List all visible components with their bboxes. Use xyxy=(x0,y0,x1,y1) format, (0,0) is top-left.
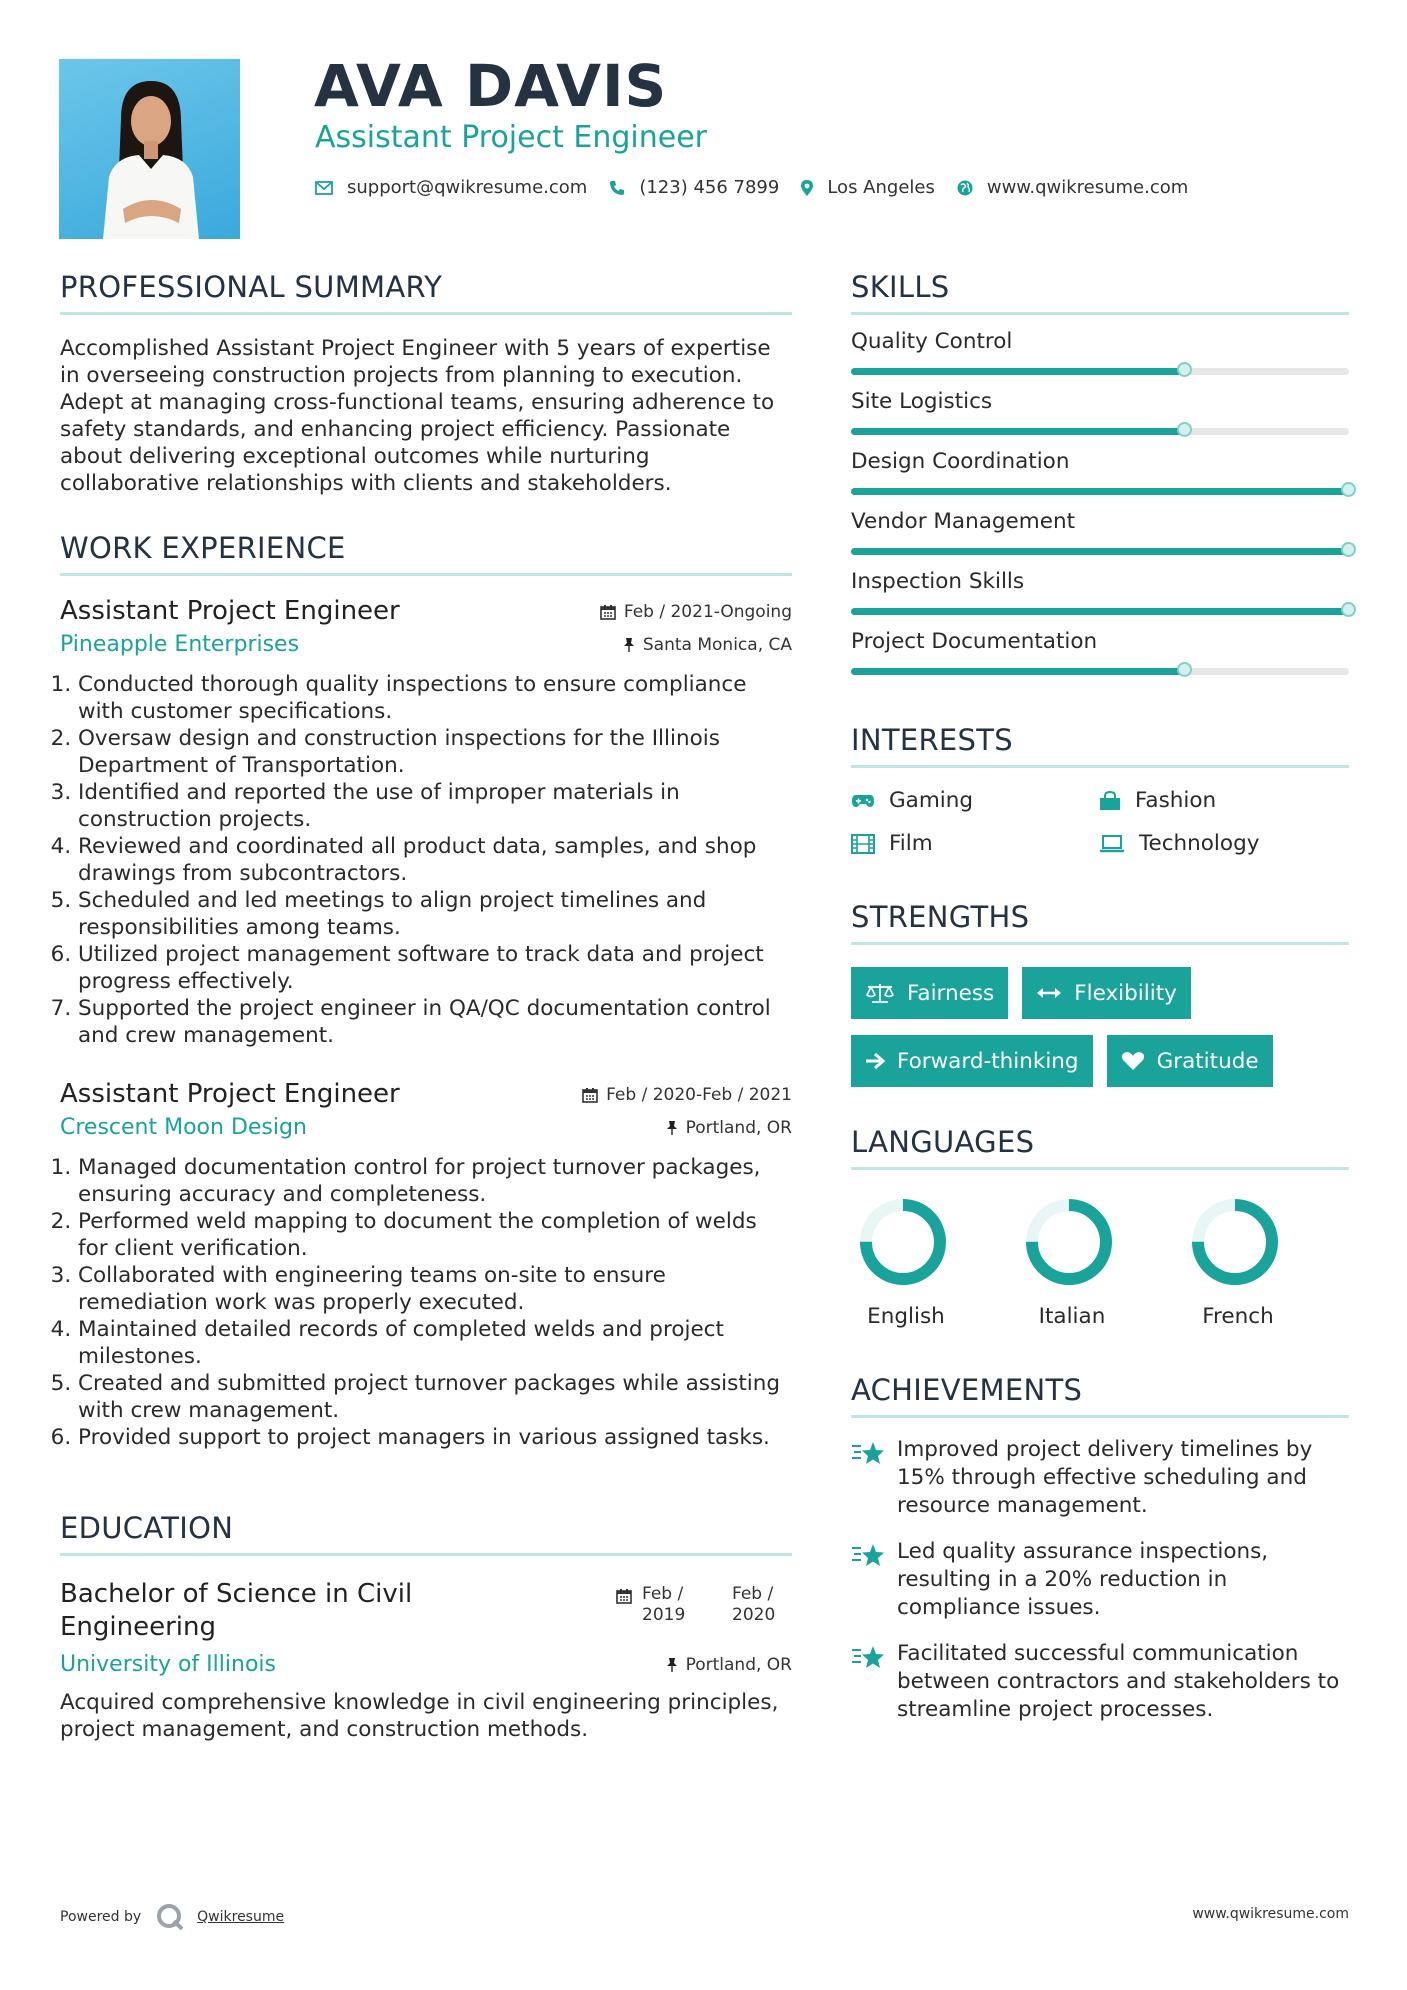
education-entry xyxy=(60,1578,792,1644)
right-column xyxy=(851,270,1349,1724)
map-marker-icon xyxy=(801,180,813,196)
skill-label: Inspection Skills xyxy=(851,569,1025,594)
strength-label: Flexibility xyxy=(1074,980,1177,1006)
job-dates-text: Feb / 2021-Ongoing xyxy=(623,602,792,622)
skill-bar xyxy=(851,428,1349,435)
language-label: English xyxy=(867,1304,945,1329)
achievements-list xyxy=(851,1436,1349,1724)
languages-list xyxy=(851,1196,1349,1329)
strength-chip xyxy=(1107,1035,1273,1087)
job-bullet: 2. Performed weld mapping to document the completion of welds for client verification. xyxy=(78,1208,792,1262)
job-entry xyxy=(60,596,792,1049)
job-dates-text: Feb / 2020-Feb / 2021 xyxy=(606,1085,792,1105)
degree-title: Bachelor of Science in Civil Engineering xyxy=(60,1579,413,1642)
email-text: support@qwikresume.com xyxy=(347,177,588,198)
gamepad-icon xyxy=(851,793,875,809)
language-label: Italian xyxy=(1038,1304,1106,1329)
skill-bar xyxy=(851,488,1349,495)
job-title: Assistant Project Engineer xyxy=(60,596,400,626)
strength-chip xyxy=(1022,967,1191,1019)
pushpin-icon xyxy=(623,637,635,653)
language-label: French xyxy=(1202,1304,1274,1329)
skill-bar-fill xyxy=(851,488,1349,495)
contact-phone[interactable] xyxy=(609,177,779,198)
contact-location xyxy=(801,177,935,198)
skill-bar-knob xyxy=(1177,362,1192,377)
strengths-list xyxy=(851,967,1349,1103)
language-level-ring xyxy=(1023,1196,1115,1288)
balance-scale-icon xyxy=(865,982,895,1004)
skill-label: Quality Control xyxy=(851,329,1013,354)
globe-icon xyxy=(957,180,973,196)
pushpin-icon xyxy=(666,1657,678,1673)
job-entry xyxy=(60,1079,792,1451)
summary-heading: PROFESSIONAL SUMMARY xyxy=(60,270,792,315)
candidate-role: Assistant Project Engineer xyxy=(315,120,707,155)
skill-item xyxy=(851,509,1349,555)
language-level-ring xyxy=(1189,1196,1281,1288)
phone-icon xyxy=(609,180,625,196)
skill-label: Design Coordination xyxy=(851,449,1070,474)
language-item xyxy=(1017,1196,1183,1329)
education-heading: EDUCATION xyxy=(60,1511,792,1556)
job-bullet: 4. Maintained detailed records of completed welds and project milestones. xyxy=(78,1316,792,1370)
job-dates xyxy=(582,1085,792,1105)
job-bullet: 5. Created and submitted project turnover packages while assisting with crew management. xyxy=(78,1370,792,1424)
education-start: Feb / 2019 xyxy=(642,1584,686,1625)
achievement-item xyxy=(851,1538,1349,1622)
interest-label: Gaming xyxy=(889,788,974,813)
skill-bar xyxy=(851,368,1349,375)
skill-bar-knob xyxy=(1177,662,1192,677)
calendar-icon xyxy=(600,604,616,620)
arrows-horizontal-icon xyxy=(1036,986,1062,1000)
shooting-star-icon xyxy=(851,1542,885,1568)
skill-item xyxy=(851,569,1349,615)
education-end: Feb / 2020 xyxy=(732,1584,776,1625)
envelope-icon xyxy=(315,181,333,195)
language-level-ring xyxy=(857,1196,949,1288)
contact-website[interactable] xyxy=(957,177,1188,198)
achievement-text: Improved project delivery timelines by 15% through effective scheduling and resource management. xyxy=(897,1437,1313,1518)
skill-item xyxy=(851,389,1349,435)
interest-item xyxy=(851,831,1099,856)
languages-heading: LANGUAGES xyxy=(851,1125,1349,1170)
job-bullet: 6. Utilized project management software to track data and project progress effectively. xyxy=(78,941,792,995)
language-item xyxy=(851,1196,1017,1329)
job-location xyxy=(623,635,792,655)
job-bullet: 5. Scheduled and led meetings to align project timelines and responsibilities among teams. xyxy=(78,887,792,941)
interests-list xyxy=(851,788,1349,856)
skill-bar-knob xyxy=(1177,422,1192,437)
interest-label: Fashion xyxy=(1135,788,1217,813)
skill-item xyxy=(851,449,1349,495)
achievement-text: Led quality assurance inspections, resulting in a 20% reduction in compliance issues. xyxy=(897,1539,1269,1620)
interest-item xyxy=(1099,831,1349,856)
left-column xyxy=(60,270,792,1743)
skill-label: Project Documentation xyxy=(851,629,1098,654)
strength-label: Fairness xyxy=(907,980,995,1006)
skills-heading: SKILLS xyxy=(851,270,1349,315)
heart-icon xyxy=(1121,1051,1145,1071)
job-location xyxy=(666,1118,792,1138)
interest-item xyxy=(851,788,1099,813)
education-description: Acquired comprehensive knowledge in civil engineering principles, project management, and construction methods. xyxy=(60,1690,779,1742)
powered-by-text: Powered by xyxy=(60,1909,142,1925)
job-bullet: 1. Managed documentation control for project turnover packages, ensuring accuracy and completeness. xyxy=(78,1154,792,1208)
laptop-icon xyxy=(1099,835,1125,853)
skill-bar-fill xyxy=(851,608,1349,615)
interest-item xyxy=(1099,788,1349,813)
shooting-star-icon xyxy=(851,1440,885,1466)
interest-label: Film xyxy=(889,831,933,856)
job-location-text: Santa Monica, CA xyxy=(642,634,792,655)
footer-powered-by xyxy=(60,1902,284,1932)
skill-item xyxy=(851,629,1349,675)
skill-bar-knob xyxy=(1341,602,1356,617)
skill-bar-fill xyxy=(851,368,1185,375)
film-icon xyxy=(851,834,875,854)
skill-bar xyxy=(851,548,1349,555)
skill-label: Vendor Management xyxy=(851,509,1075,534)
job-bullet: 3. Identified and reported the use of improper materials in construction projects. xyxy=(78,779,792,833)
website-text: www.qwikresume.com xyxy=(986,177,1189,198)
brand-link[interactable]: Qwikresume xyxy=(197,1909,285,1925)
strengths-heading: STRENGTHS xyxy=(851,900,1349,945)
strength-chip xyxy=(851,967,1008,1019)
skill-bar-fill xyxy=(851,428,1185,435)
candidate-name: AVA DAVIS xyxy=(314,52,668,120)
job-dates xyxy=(600,602,792,622)
skill-bar-knob xyxy=(1341,542,1356,557)
skill-item xyxy=(851,329,1349,375)
school-name: University of Illinois xyxy=(60,1652,276,1677)
job-location-text: Portland, OR xyxy=(685,1117,792,1138)
education-dates xyxy=(616,1584,792,1644)
skill-bar xyxy=(851,608,1349,615)
job-bullets xyxy=(60,671,792,1049)
shopping-bag-icon xyxy=(1099,791,1121,811)
qwikresume-logo-icon xyxy=(155,1902,185,1932)
pushpin-icon xyxy=(666,1120,678,1136)
phone-text: (123) 456 7899 xyxy=(639,177,780,198)
interests-heading: INTERESTS xyxy=(851,723,1349,768)
job-bullet: 3. Collaborated with engineering teams on-site to ensure remediation work was properly executed. xyxy=(78,1262,792,1316)
job-title: Assistant Project Engineer xyxy=(60,1079,400,1109)
skill-bar-fill xyxy=(851,668,1185,675)
strength-label: Gratitude xyxy=(1156,1048,1259,1074)
footer-website[interactable]: www.qwikresume.com xyxy=(1192,1906,1349,1922)
contact-bar xyxy=(315,177,1210,198)
skill-bar-fill xyxy=(851,548,1349,555)
skills-list xyxy=(851,329,1349,675)
experience-heading: WORK EXPERIENCE xyxy=(60,531,792,576)
contact-email[interactable] xyxy=(315,177,587,198)
strength-label: Forward-thinking xyxy=(897,1048,1079,1074)
company-name: Pineapple Enterprises xyxy=(60,632,300,657)
job-bullet: 6. Provided support to project managers in various assigned tasks. xyxy=(78,1424,792,1451)
skill-bar-knob xyxy=(1341,482,1356,497)
job-bullet: 2. Oversaw design and construction inspections for the Illinois Department of Transportation. xyxy=(78,725,792,779)
education-location-text: Portland, OR xyxy=(685,1654,792,1675)
achievement-item xyxy=(851,1436,1349,1520)
interest-label: Technology xyxy=(1139,831,1260,856)
achievement-text: Facilitated successful communication between contractors and stakeholders to streamline project processes. xyxy=(897,1641,1340,1722)
calendar-icon xyxy=(582,1087,598,1103)
job-bullets xyxy=(60,1154,792,1451)
achievement-item xyxy=(851,1640,1349,1724)
job-bullet: 7. Supported the project engineer in QA/QC documentation control and crew management. xyxy=(78,995,792,1049)
achievements-heading: ACHIEVEMENTS xyxy=(851,1373,1349,1418)
skill-bar xyxy=(851,668,1349,675)
shooting-star-icon xyxy=(851,1644,885,1670)
company-name: Crescent Moon Design xyxy=(60,1115,307,1140)
arrow-right-icon xyxy=(865,1052,885,1070)
person-portrait-icon xyxy=(59,59,240,239)
summary-text: Accomplished Assistant Project Engineer with 5 years of expertise in overseeing construction projects from planning to execution. Adept at managing cross-functional teams, ensuring adherence to safety standards, and enhancing project efficiency. Passionate about delivering exceptional outcomes while nurturing collaborative relationships with clients and stakeholders. xyxy=(60,336,775,496)
location-text: Los Angeles xyxy=(827,177,935,198)
skill-label: Site Logistics xyxy=(851,389,993,414)
education-location xyxy=(666,1655,792,1675)
profile-photo xyxy=(59,59,240,239)
calendar-icon xyxy=(616,1588,632,1604)
job-bullet: 1. Conducted thorough quality inspections to ensure compliance with customer specifications. xyxy=(78,671,792,725)
strength-chip xyxy=(851,1035,1093,1087)
job-bullet: 4. Reviewed and coordinated all product data, samples, and shop drawings from subcontractors. xyxy=(78,833,792,887)
language-item xyxy=(1183,1196,1349,1329)
